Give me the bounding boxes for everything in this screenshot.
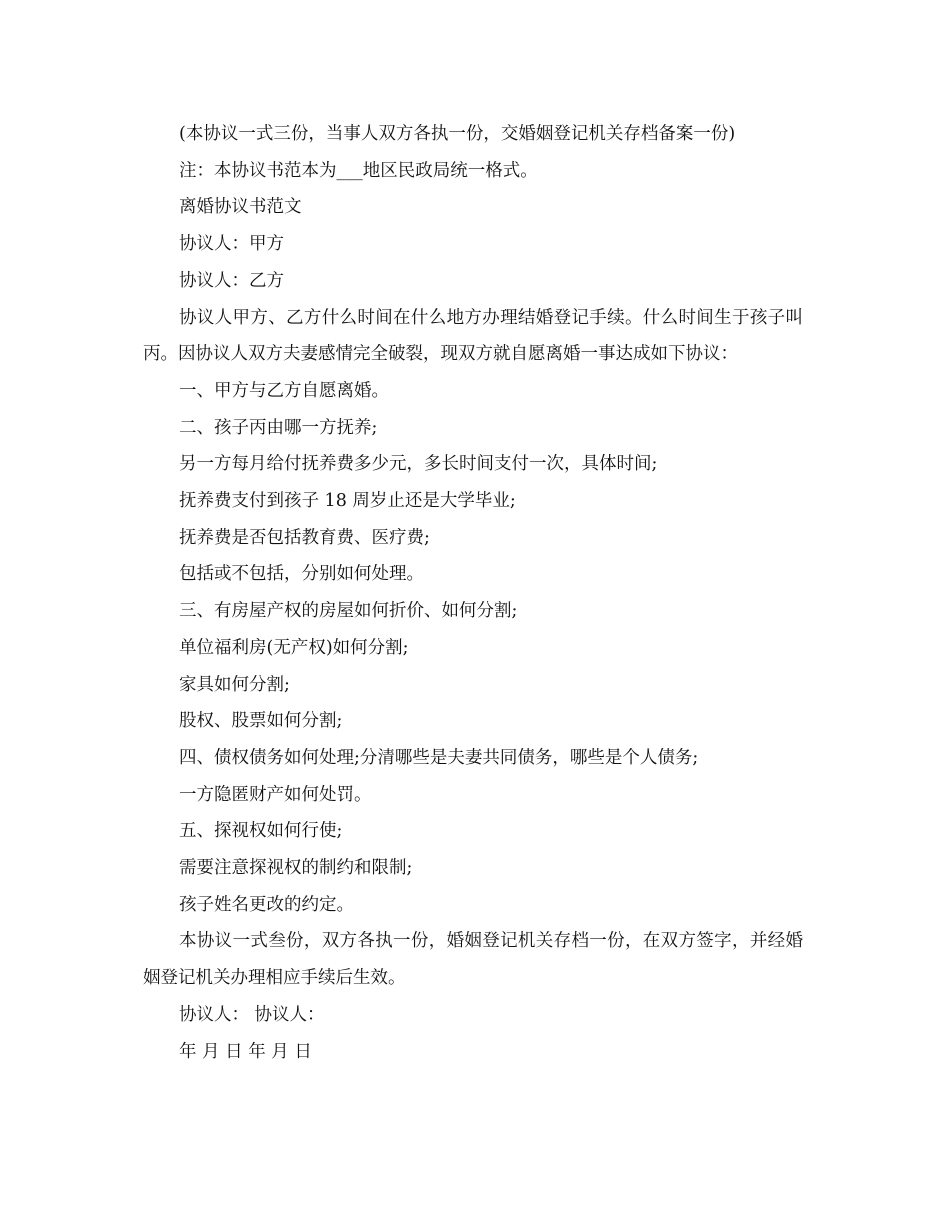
clause-2: 二、孩子丙由哪一方抚养;	[179, 417, 378, 438]
party-b-line: 协议人：乙方	[179, 270, 284, 291]
clause-4-concealment: 一方隐匿财产如何处罚。	[179, 784, 372, 805]
clause-4: 四、债权债务如何处理;分清哪些是夫妻共同债务，哪些是个人债务;	[179, 747, 699, 768]
clause-2-payment: 另一方每月给付抚养费多少元，多长时间支付一次，具体时间;	[179, 454, 658, 475]
effectiveness-paragraph: 本协议一式叁份，双方各执一份，婚姻登记机关存档一份，在双方签字，并经婚姻登记机关办理相应手续后生效。	[143, 931, 803, 989]
clause-3-stocks: 股权、股票如何分割;	[179, 711, 343, 732]
preamble-paragraph: 协议人甲方、乙方什么时间在什么地方办理结婚登记手续。什么时间生于孩子叫丙。因协议人双方夫妻感情完全破裂，现双方就自愿离婚一事达成如下协议：	[143, 307, 803, 365]
clause-1: 一、甲方与乙方自愿离婚。	[179, 380, 389, 401]
clause-3: 三、有房屋产权的房屋如何折价、如何分割;	[179, 601, 518, 622]
clause-2-scope: 抚养费是否包括教育费、医疗费;	[179, 527, 430, 548]
clause-2-handling: 包括或不包括，分别如何处理。	[179, 564, 424, 585]
date-line: 年 月 日 年 月 日	[179, 1041, 312, 1062]
clause-5: 五、探视权如何行使;	[179, 821, 343, 842]
clause-2-duration: 抚养费支付到孩子 18 周岁止还是大学毕业;	[179, 491, 516, 512]
clause-3-furniture: 家具如何分割;	[179, 674, 290, 695]
template-note: 注：本协议书范本为___地区民政局统一格式。	[179, 160, 538, 181]
document-body	[143, 116, 803, 1070]
document-heading: 离婚协议书范文	[179, 197, 302, 218]
clause-5-restrictions: 需要注意探视权的制约和限制;	[179, 858, 413, 879]
signature-line: 协议人： 协议人：	[179, 1004, 325, 1025]
copies-note: (本协议一式三份，当事人双方各执一份，交婚姻登记机关存档备案一份)	[179, 124, 736, 144]
clause-5-name-change: 孩子姓名更改的约定。	[179, 894, 354, 915]
clause-3-welfare-housing: 单位福利房(无产权)如何分割;	[179, 637, 409, 658]
party-a-line: 协议人：甲方	[179, 234, 284, 255]
